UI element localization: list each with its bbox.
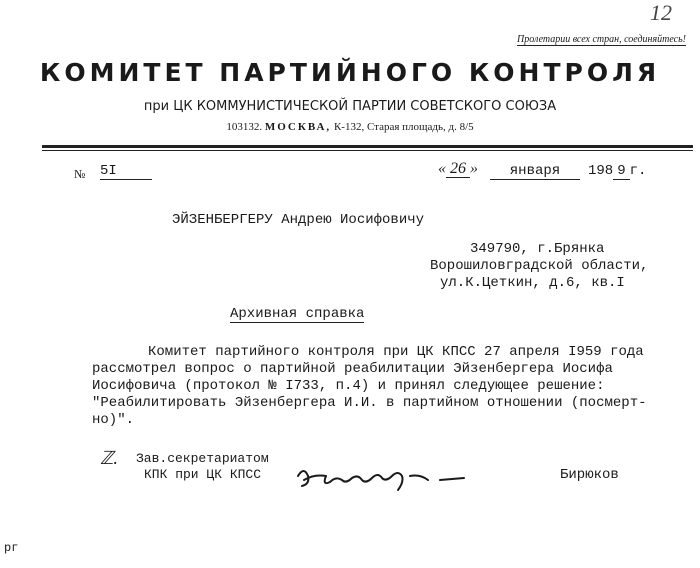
slogan: Пролетарии всех стран, соединяйтесь! [516, 34, 686, 45]
date-day [438, 160, 478, 178]
date-year-suffix: г. [629, 163, 647, 179]
date-month: января [490, 163, 580, 180]
address-city: МОСКВА, [264, 121, 332, 133]
date-year [588, 163, 646, 179]
recipient-address-line: Ворошиловградской области, [430, 258, 649, 274]
recipient-address-line: 349790, г.Брянка [470, 241, 605, 257]
body-line: "Реабилитировать Эйзенбергера И.И. в партийном отношении (посмерт- [92, 395, 647, 411]
body-line: но)". [92, 412, 135, 428]
header-rule-thick [42, 145, 693, 148]
document-heading: Архивная справка [230, 306, 365, 322]
recipient-address-line: ул.К.Цеткин, д.6, кв.I [440, 275, 625, 291]
committee-address [0, 121, 700, 133]
date-day-value: 26 [446, 160, 470, 178]
body-line: Комитет партийного контроля при ЦК КПСС 27 апреля I959 года [148, 344, 644, 360]
address-index: 103132. [226, 121, 263, 133]
signatory-title-line: КПК при ЦК КПСС [144, 467, 262, 482]
body-line: Иосифовича (протокол № I733, п.4) и принял следующее решение: [92, 378, 605, 394]
address-rest: К-132, Старая площадь, д. 8/5 [333, 121, 474, 133]
committee-subtitle: при ЦК КОММУНИСТИЧЕСКОЙ ПАРТИИ СОВЕТСКОГО СОЮЗА [143, 99, 557, 114]
typist-initials: рг [4, 541, 19, 555]
committee-title: КОМИТЕТ ПАРТИЙНОГО КОНТРОЛЯ [39, 58, 661, 87]
handwritten-signature [290, 458, 500, 498]
document-number-label: № [74, 167, 86, 181]
date-close-quote: » [470, 160, 478, 177]
body-line: рассмотрел вопрос о партийной реабилитации Эйзенбергера Иосифа [92, 361, 613, 377]
header-rule-thin [42, 150, 693, 151]
date-year-digit: 9 [613, 163, 629, 180]
page-number: 12 [650, 0, 672, 25]
signatory-name: Бирюков [560, 467, 619, 483]
signatory-title-line: Зав.секретариатом [136, 451, 269, 466]
date-year-prefix: 198 [588, 163, 614, 179]
initials-mark: ℤ. [100, 448, 118, 468]
document-number: 5I [100, 163, 152, 180]
date-open-quote: « [438, 160, 446, 177]
recipient-name: ЭЙЗЕНБЕРГЕРУ Андрею Иосифовичу [172, 212, 425, 228]
